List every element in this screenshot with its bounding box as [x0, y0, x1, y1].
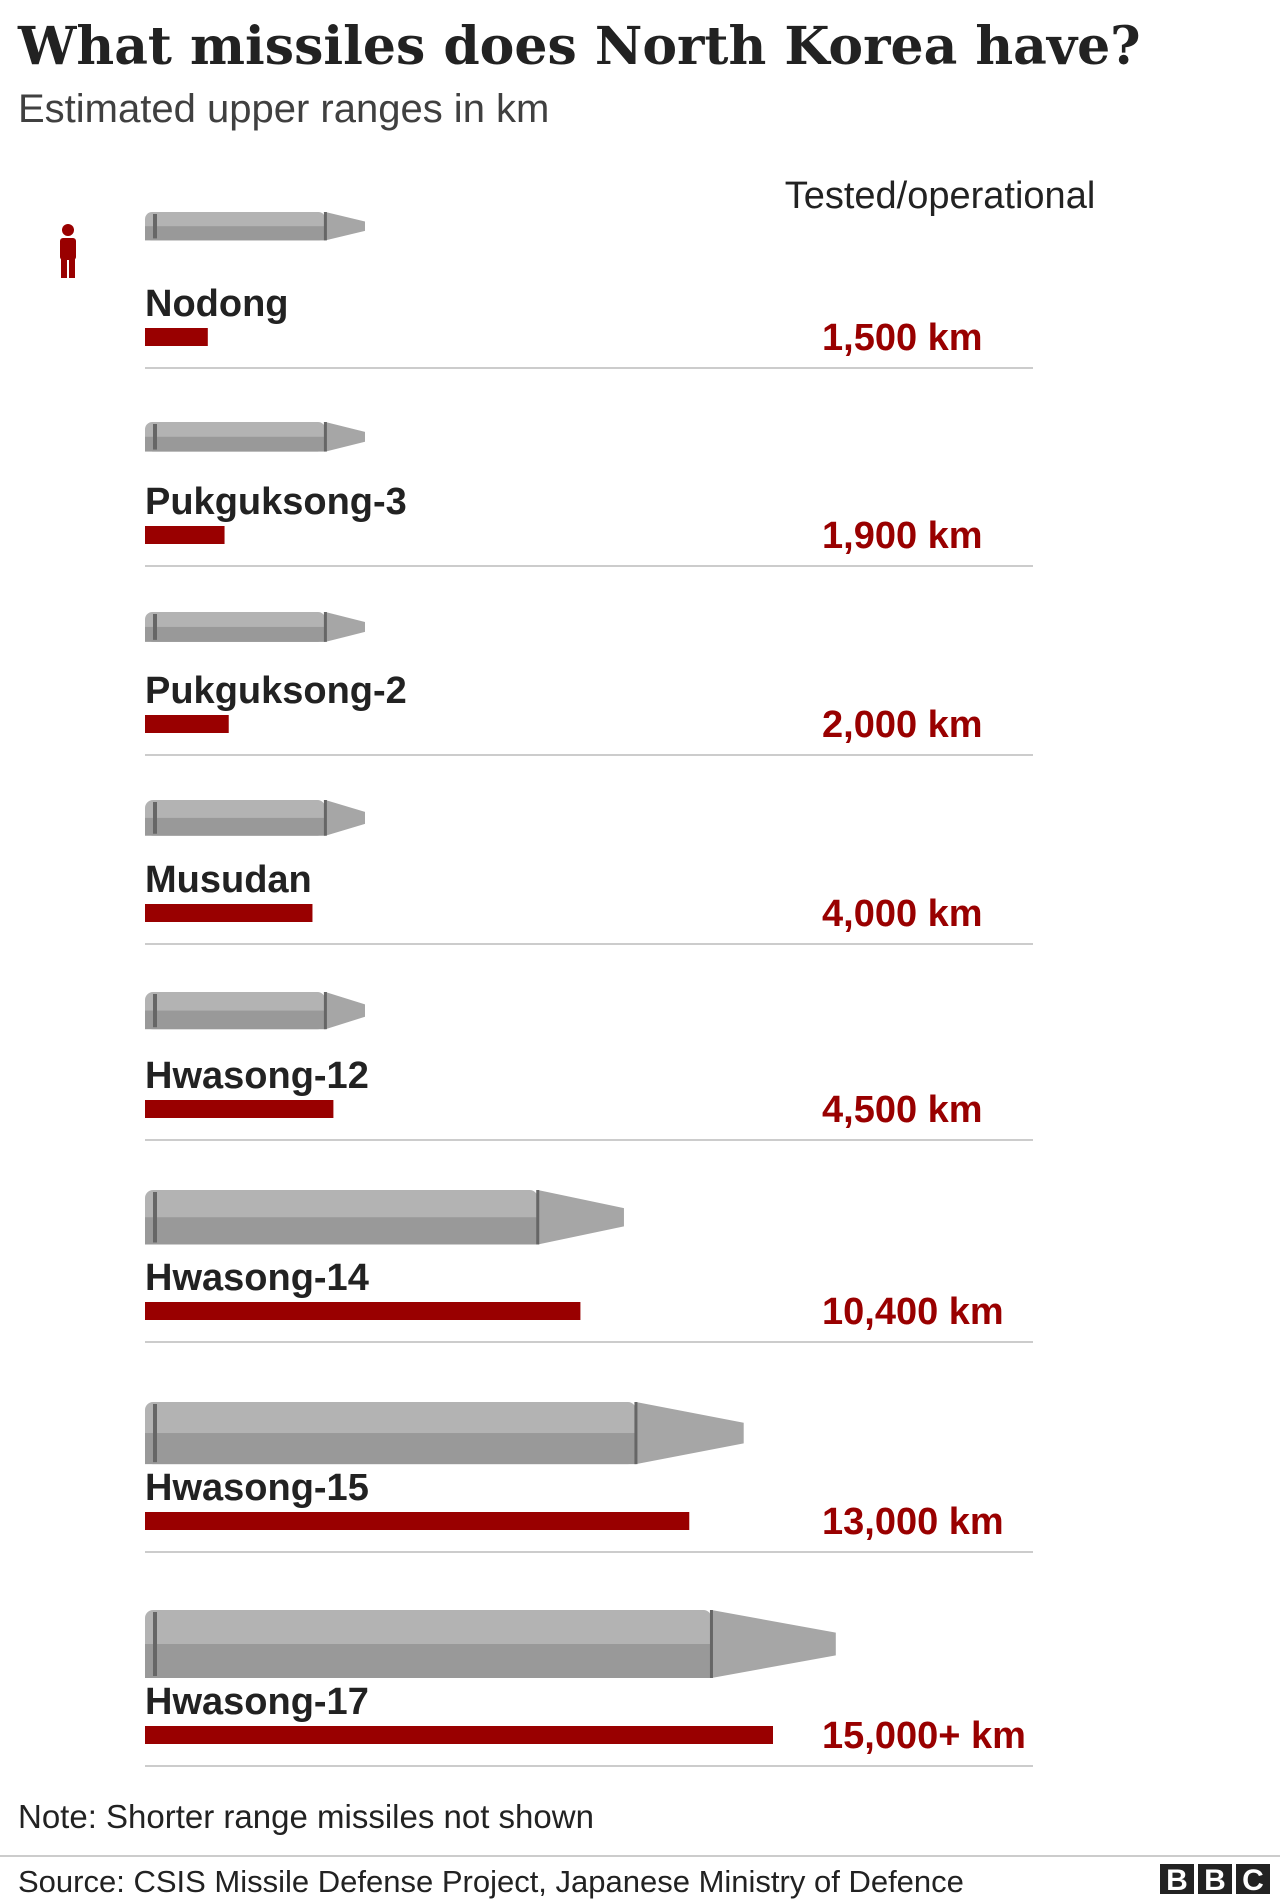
- svg-text:C: C: [1242, 1864, 1264, 1897]
- missile-icon: [145, 612, 365, 642]
- chart-title: What missiles does North Korea have?: [18, 16, 1141, 77]
- svg-text:B: B: [1166, 1864, 1188, 1897]
- range-bar: [145, 526, 225, 544]
- range-value-label: 15,000+ km: [822, 1715, 1026, 1757]
- missile-icon: [145, 212, 365, 240]
- missile-name: Pukguksong-3: [145, 481, 407, 523]
- svg-text:B: B: [1204, 1864, 1226, 1897]
- missile-icon: [145, 1402, 744, 1464]
- missile-name: Hwasong-14: [145, 1257, 369, 1299]
- range-bar: [145, 328, 208, 346]
- chart-note: Note: Shorter range missiles not shown: [18, 1798, 594, 1835]
- missile-name: Hwasong-12: [145, 1055, 369, 1097]
- range-value-label: 4,000 km: [822, 893, 983, 935]
- missile-icon: [145, 992, 365, 1029]
- chart-subtitle: Estimated upper ranges in km: [18, 87, 550, 131]
- chart-source: Source: CSIS Missile Defense Project, Japanese Ministry of Defence: [18, 1864, 964, 1899]
- missile-name: Pukguksong-2: [145, 670, 407, 712]
- range-value-label: 13,000 km: [822, 1501, 1004, 1543]
- range-value-label: 4,500 km: [822, 1089, 983, 1131]
- missile-name: Nodong: [145, 283, 289, 325]
- range-bar: [145, 1726, 773, 1744]
- bbc-logo: [1160, 1864, 1270, 1897]
- range-value-label: 1,900 km: [822, 515, 983, 557]
- range-bar: [145, 1100, 333, 1118]
- missile-icon: [145, 422, 365, 452]
- missile-icon: [145, 1610, 836, 1678]
- range-value-label: 2,000 km: [822, 704, 983, 746]
- legend-label: Tested/operational: [784, 175, 1096, 217]
- missile-name: Hwasong-17: [145, 1681, 369, 1723]
- range-bar: [145, 715, 229, 733]
- missile-name: Musudan: [145, 859, 312, 901]
- range-value-label: 10,400 km: [822, 1291, 1004, 1333]
- range-bar: [145, 904, 312, 922]
- range-value-label: 1,500 km: [822, 317, 983, 359]
- missile-icon: [145, 800, 365, 836]
- missile-rows: [145, 212, 1033, 1766]
- missile-name: Hwasong-15: [145, 1467, 369, 1509]
- range-bar: [145, 1302, 580, 1320]
- person-scale-icon: [60, 224, 76, 278]
- range-bar: [145, 1512, 689, 1530]
- missile-icon: [145, 1190, 624, 1245]
